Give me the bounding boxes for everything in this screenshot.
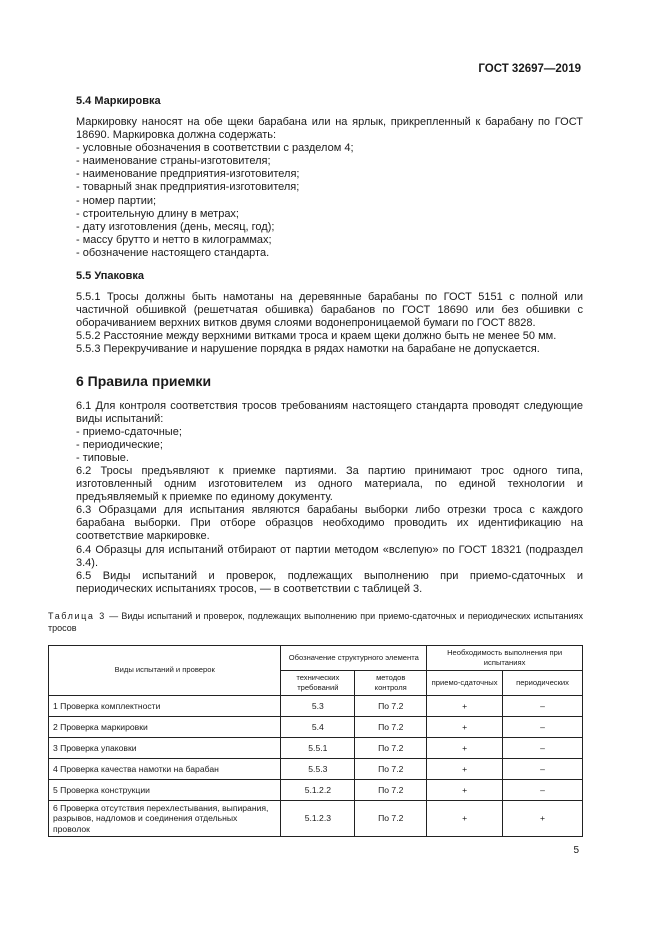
row-name: 5 Проверка конструкции	[49, 779, 281, 800]
row-name: 4 Проверка качества намотки на барабан	[49, 758, 281, 779]
row-meth: По 7.2	[355, 737, 427, 758]
row-acc: +	[427, 758, 503, 779]
header-kind: Виды испытаний и проверок	[49, 645, 281, 695]
list-item: - наименование страны-изготовителя;	[76, 155, 271, 168]
header-periodic: периодических	[503, 670, 583, 695]
row-acc: +	[427, 779, 503, 800]
paragraph-6-5: 6.5 Виды испытаний и проверок, подлежащих выполнению при приемо-сдаточных и периодических испытаниях тросов, — в соответствии с таблицей 3.	[76, 569, 583, 595]
row-per: –	[503, 758, 583, 779]
list-item: - приемо-сдаточные;	[76, 425, 182, 438]
row-req: 5.5.3	[281, 758, 355, 779]
section-5-5-title: 5.5 Упаковка	[76, 270, 144, 283]
paragraph-5-5-2: 5.5.2 Расстояние между верхними витками троса и краем щеки должно быть не менее 50 мм.	[76, 330, 557, 343]
row-meth: По 7.2	[355, 758, 427, 779]
list-item: - массу брутто и нетто в килограммах;	[76, 233, 272, 246]
row-per: –	[503, 737, 583, 758]
section-5-4-title: 5.4 Маркировка	[76, 95, 161, 107]
marking-list	[76, 142, 583, 260]
row-name: 2 Проверка маркировки	[49, 716, 281, 737]
table-caption-text: — Виды испытаний и проверок, подлежащих выполнению при приемо-сдаточных и периодических испытаниях тросов	[48, 610, 583, 633]
paragraph-5-5-3: 5.5.3 Перекручивание и нарушение порядка в рядах намотки на барабане не допускается.	[76, 343, 540, 356]
paragraph-6-3: 6.3 Образцами для испытания являются барабаны выборки либо отрезки троса с каждого барабана выборки. При отборе образцов необходимо проводить их идентификацию на соответствие маркировке.	[76, 504, 583, 543]
row-name: 6 Проверка отсутствия перехлестывания, выпирания, разрывов, надломов и соединения отдельных проволок	[49, 800, 281, 837]
test-kinds-list	[76, 426, 583, 465]
paragraph-6-1: 6.1 Для контроля соответствия тросов требованиям настоящего стандарта проводят следующие виды испытаний:	[76, 399, 583, 425]
row-name: 1 Проверка комплектности	[49, 695, 281, 716]
list-item: - обозначение настоящего стандарта.	[76, 246, 270, 259]
row-per: –	[503, 716, 583, 737]
header-structural-element: Обозначение структурного элемента	[281, 645, 427, 670]
row-meth: По 7.2	[355, 800, 427, 837]
list-item: - дату изготовления (день, месяц, год);	[76, 220, 275, 233]
table-3	[48, 645, 583, 838]
row-meth: По 7.2	[355, 716, 427, 737]
table-row	[49, 716, 583, 737]
section-6-title: 6 Правила приемки	[76, 372, 212, 389]
table-caption-label: Таблица 3	[48, 610, 106, 621]
row-per: –	[503, 695, 583, 716]
table-row	[49, 800, 583, 837]
table-row	[49, 695, 583, 716]
table-row	[49, 737, 583, 758]
row-acc: +	[427, 800, 503, 837]
row-per: +	[503, 800, 583, 837]
header-tech-requirements: технических требований	[281, 670, 355, 695]
list-item: - наименование предприятия-изготовителя;	[76, 168, 300, 181]
table-row	[49, 779, 583, 800]
list-item: - периодические;	[76, 438, 163, 451]
standard-code: ГОСТ 32697—2019	[478, 63, 581, 75]
list-item: - строительную длину в метрах;	[76, 207, 239, 220]
header-control-methods: методов контроля	[355, 670, 427, 695]
row-req: 5.1.2.3	[281, 800, 355, 837]
list-item: - условные обозначения в соответствии с разделом 4;	[76, 142, 354, 155]
table-row	[49, 758, 583, 779]
list-item: - товарный знак предприятия-изготовителя;	[76, 181, 300, 194]
row-req: 5.4	[281, 716, 355, 737]
row-acc: +	[427, 716, 503, 737]
page-content	[48, 95, 583, 837]
row-meth: По 7.2	[355, 779, 427, 800]
row-name: 3 Проверка упаковки	[49, 737, 281, 758]
list-item: - типовые.	[76, 451, 129, 464]
row-acc: +	[427, 737, 503, 758]
table-caption	[48, 610, 583, 634]
row-req: 5.3	[281, 695, 355, 716]
list-item: - номер партии;	[76, 194, 157, 207]
header-necessity: Необходимость выполнения при испытаниях	[427, 645, 583, 670]
row-per: –	[503, 779, 583, 800]
page-number: 5	[573, 845, 579, 856]
paragraph-6-4: 6.4 Образцы для испытаний отбирают от партии методом «вслепую» по ГОСТ 18321 (подраздел 3.4).	[76, 543, 583, 569]
row-req: 5.5.1	[281, 737, 355, 758]
row-meth: По 7.2	[355, 695, 427, 716]
paragraph-6-2: 6.2 Тросы предъявляют к приемке партиями. За партию принимают трос одного типа, изготовленный одним изготовителем из одного материала, по единой технологии и предъявляемый к приемке по единому документу.	[76, 464, 583, 504]
row-acc: +	[427, 695, 503, 716]
paragraph-5-5-1: 5.5.1 Тросы должны быть намотаны на деревянные барабаны по ГОСТ 5151 с полной или частичной обшивкой (решетчатая обшивка) барабанов по ГОСТ 18690 или без обшивки с оборачиванием верхних витков двумя слоями водонепроницаемой бумаги по ГОСТ 8828.	[76, 291, 583, 330]
row-req: 5.1.2.2	[281, 779, 355, 800]
header-acceptance: приемо-сдаточных	[427, 670, 503, 695]
marking-intro: Маркировку наносят на обе щеки барабана или на ярлык, прикрепленный к барабану по ГОСТ 18690. Маркировка должна содержать:	[76, 116, 583, 142]
